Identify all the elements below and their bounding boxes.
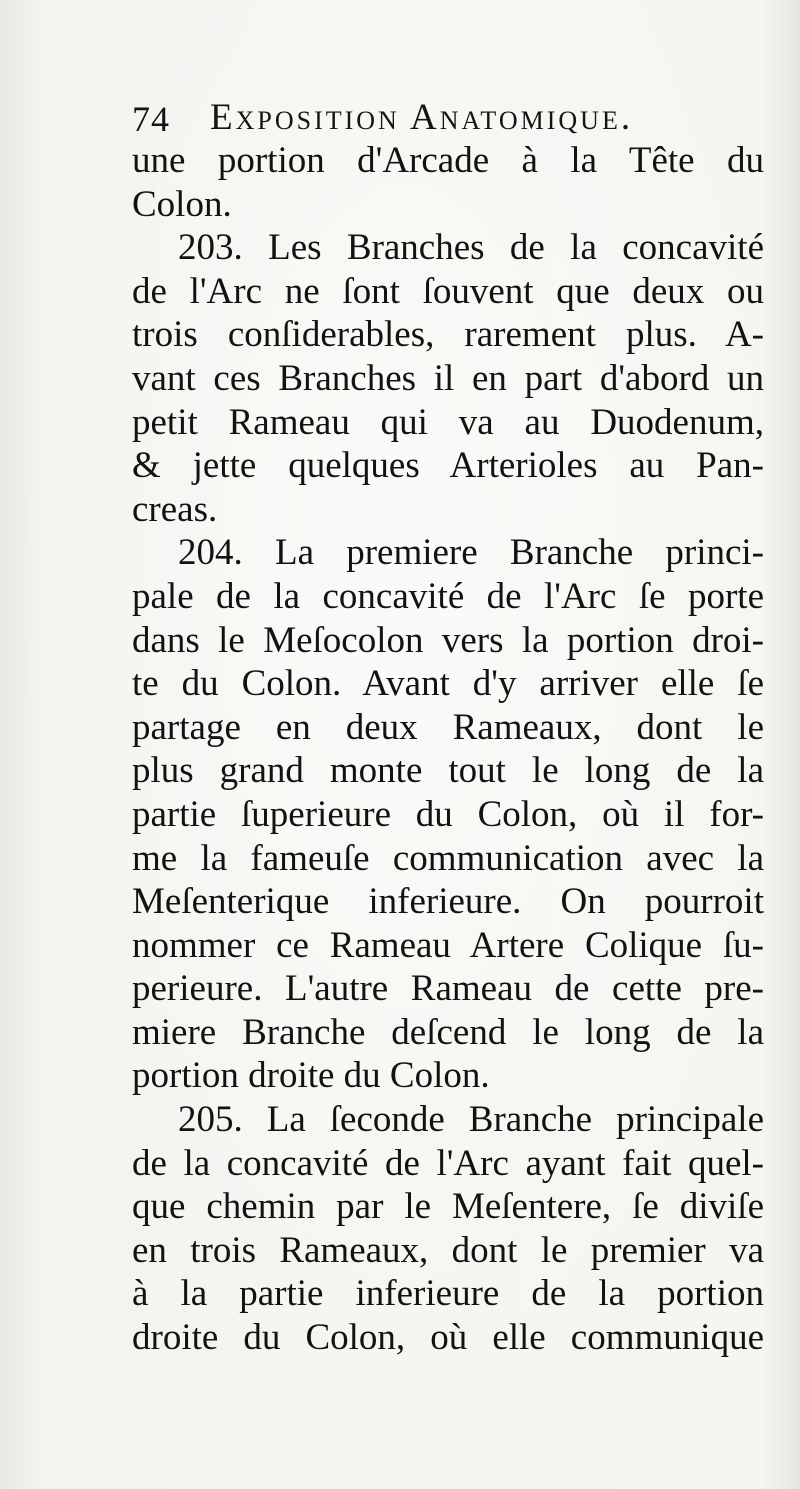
text-line: une portion d'Arcade à la Tête du: [132, 140, 764, 181]
text-line: Colon.: [132, 183, 232, 225]
paragraph-204: [132, 531, 764, 1098]
text-line: 203. Les Branches de la concavité: [178, 227, 764, 269]
text-line: de la concavité de l'Arc ayant fait quel-: [132, 1142, 764, 1184]
page-number: 74: [132, 99, 170, 139]
paragraph-203: [132, 226, 764, 531]
text-line: perieure. L'autre Rameau de cette pre-: [132, 968, 764, 1010]
text-line: Meſenterique inferieure. On pourroit: [132, 881, 764, 923]
text-line: 204. La premiere Branche princi-: [178, 532, 764, 574]
text-line: creas.: [132, 488, 218, 530]
paragraph-continuation: [132, 139, 764, 226]
text-line: nommer ce Rameau Artere Colique ſu-: [132, 924, 764, 966]
page-header: [132, 92, 772, 140]
text-line: petit Rameau qui va au Duodenum,: [132, 401, 764, 443]
text-line: 205. La ſeconde Branche principale: [178, 1099, 764, 1141]
text-line: partie ſuperieure du Colon, où il for-: [132, 793, 764, 835]
text-line: de l'Arc ne ſont ſouvent que deux ou: [132, 270, 764, 312]
text-line: plus grand monte tout le long de la: [132, 750, 764, 792]
running-title: Exposition Anatomique.: [210, 97, 634, 138]
text-line: trois conſiderables, rarement plus. A-: [132, 314, 764, 356]
text-line: portion droite du Colon.: [132, 1055, 490, 1097]
body-text: [132, 139, 764, 1360]
text-line: que chemin par le Meſentere, ſe diviſe: [132, 1186, 764, 1228]
text-line: droite du Colon, où elle communique: [132, 1317, 764, 1359]
text-line: en trois Rameaux, dont le premier va: [132, 1229, 764, 1271]
text-line: me la fameuſe communication avec la: [132, 837, 764, 879]
text-line: dans le Meſocolon vers la portion droi-: [132, 619, 764, 661]
text-line: vant ces Branches il en part d'abord un: [132, 357, 764, 399]
text-line: & jette quelques Arterioles au Pan-: [132, 445, 764, 487]
text-line: te du Colon. Avant d'y arriver elle ſe: [132, 663, 764, 705]
text-line: miere Branche deſcend le long de la: [132, 1011, 764, 1053]
text-line: pale de la concavité de l'Arc ſe porte: [132, 575, 764, 617]
paragraph-205: [132, 1098, 764, 1360]
text-line: partage en deux Rameaux, dont le: [132, 706, 764, 748]
text-line: à la partie inferieure de la portion: [132, 1273, 764, 1315]
